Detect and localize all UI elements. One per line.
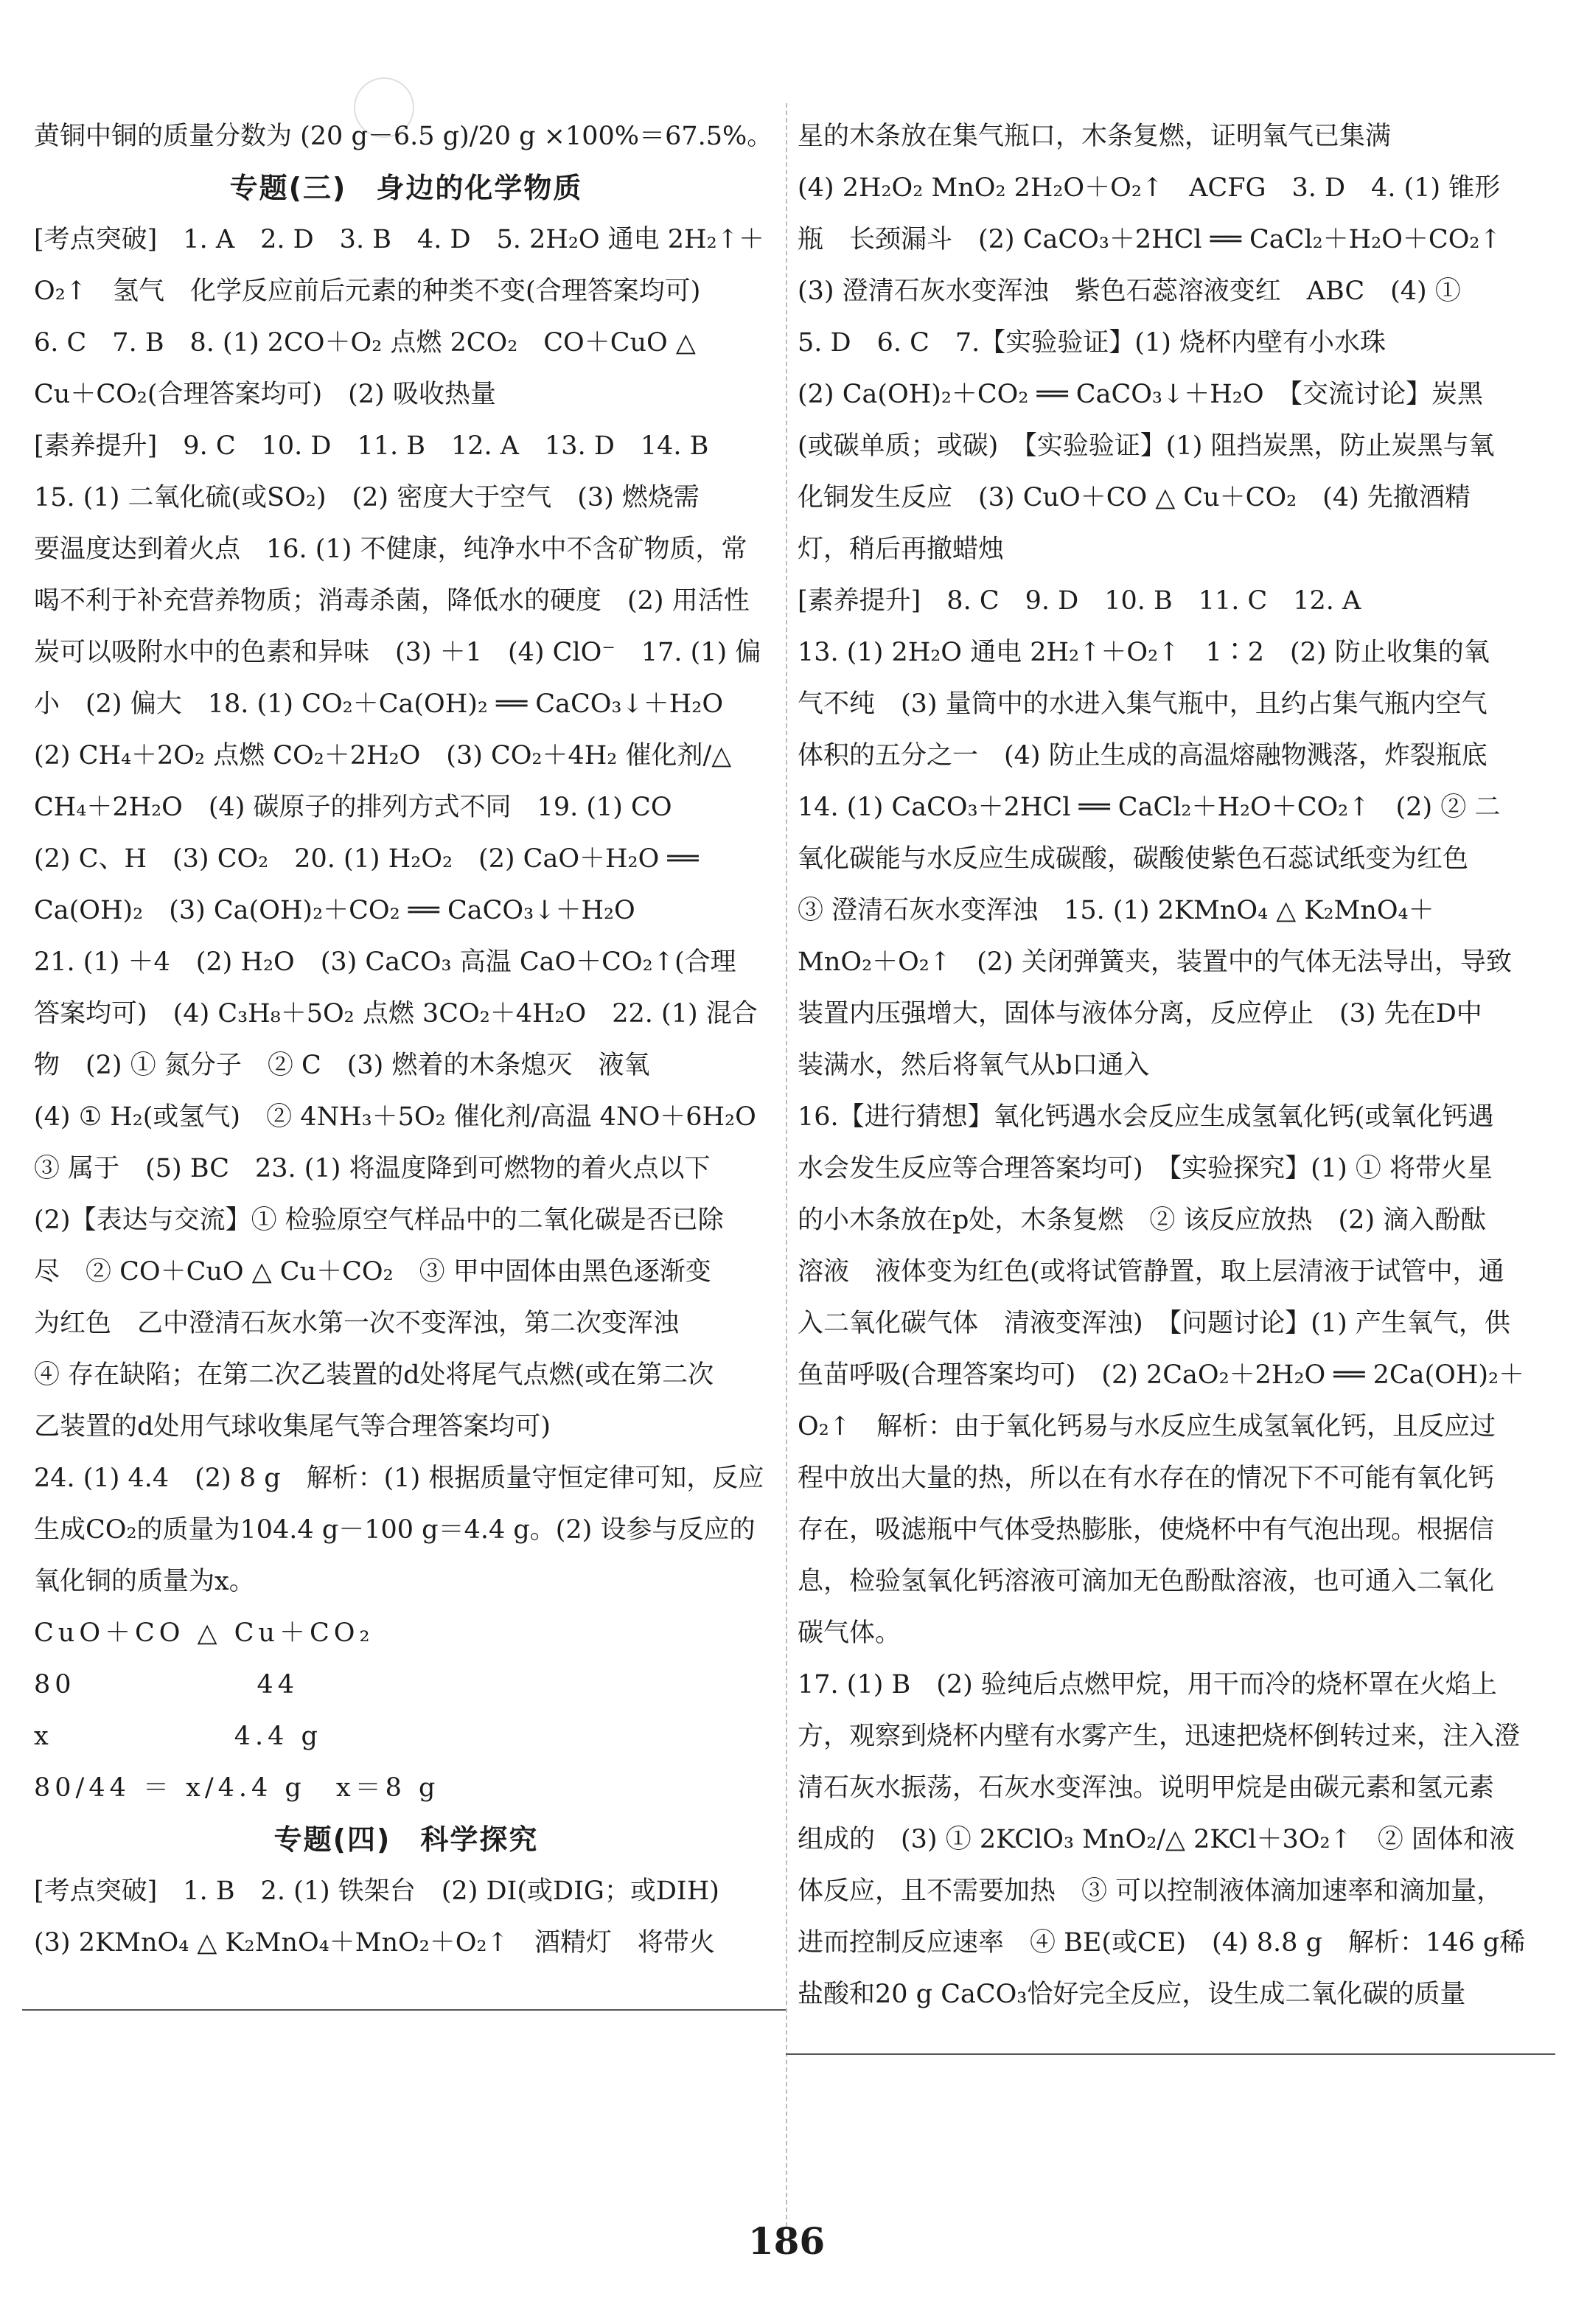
column-divider	[786, 103, 787, 2227]
text-line: 体积的五分之一 (4) 防止生成的高温熔融物溅落，炸裂瓶底	[798, 741, 1487, 770]
text-line: (4) 2H₂O₂ MnO₂ 2H₂O＋O₂↑ ACFG 3. D 4. (1) 锥形	[798, 173, 1501, 203]
text-line: (2) CH₄＋2O₂ 点燃 CO₂＋2H₂O (3) CO₂＋4H₂ 催化剂/△	[34, 741, 732, 770]
text-line: 答案均可) (4) C₃H₈＋5O₂ 点燃 3CO₂＋4H₂O 22. (1) 混合	[34, 999, 758, 1029]
text-line: (2)【表达与交流】① 检验原空气样品中的二氧化碳是否已除	[34, 1206, 724, 1235]
text-line: (2) Ca(OH)₂＋CO₂ ══ CaCO₃↓＋H₂O 【交流讨论】炭黑	[798, 380, 1484, 409]
text-line: 程中放出大量的热，所以在有水存在的情况下不可能有氧化钙	[798, 1464, 1495, 1493]
text-line: 16.【进行猜想】氧化钙遇水会反应生成氢氧化钙(或氧化钙遇	[798, 1102, 1494, 1132]
text-line: 为红色 乙中澄清石灰水第一次不变浑浊，第二次变浑浊	[34, 1309, 680, 1338]
right-column	[798, 111, 1542, 2020]
text-line: 进而控制反应速率 ④ BE(或CE) (4) 8.8 g 解析：146 g稀	[798, 1928, 1526, 1958]
text-line: 14. (1) CaCO₃＋2HCl ══ CaCl₂＋H₂O＋CO₂↑ (2) ② 二	[798, 793, 1501, 822]
text-line: Ca(OH)₂ (3) Ca(OH)₂＋CO₂ ══ CaCO₃↓＋H₂O	[34, 896, 635, 925]
text-line: 黄铜中铜的质量分数为 (20 g－6.5 g)/20 g ×100%＝67.5%。	[34, 122, 773, 151]
text-line: 氧化铜的质量为x。	[34, 1567, 255, 1596]
text-line: 小 (2) 偏大 18. (1) CO₂＋Ca(OH)₂ ══ CaCO₃↓＋H₂O	[34, 689, 724, 719]
text-line: 瓶 长颈漏斗 (2) CaCO₃＋2HCl ══ CaCl₂＋H₂O＋CO₂↑	[798, 225, 1502, 254]
text-line: 碳气体。	[798, 1618, 901, 1648]
text-line: 喝不利于补充营养物质；消毒杀菌，降低水的硬度 (2) 用活性	[34, 586, 750, 616]
text-line: 星的木条放在集气瓶口，木条复燃，证明氧气已集满	[798, 122, 1392, 151]
text-line: ④ 存在缺陷；在第二次乙装置的d处将尾气点燃(或在第二次	[34, 1360, 714, 1390]
formula-line: 80 44	[34, 1670, 299, 1699]
section-heading: 专题(四) 科学探究	[273, 1823, 539, 1856]
text-line: 氧化碳能与水反应生成碳酸，碳酸使紫色石蕊试纸变为红色	[798, 844, 1469, 874]
text-line: 清石灰水振荡，石灰水变浑浊。说明甲烷是由碳元素和氢元素	[798, 1773, 1495, 1803]
text-line: 17. (1) B (2) 验纯后点燃甲烷，用干而冷的烧杯罩在火焰上	[798, 1670, 1497, 1699]
text-line: 乙装置的d处用气球收集尾气等合理答案均可)	[34, 1412, 551, 1441]
section-rule	[22, 2009, 786, 2011]
text-line: 炭可以吸附水中的色素和异味 (3) ＋1 (4) ClO⁻ 17. (1) 偏	[34, 638, 761, 667]
text-line: ③ 澄清石灰水变浑浊 15. (1) 2KMnO₄ △ K₂MnO₄＋	[798, 896, 1434, 925]
text-line: (3) 澄清石灰水变浑浊 紫色石蕊溶液变红 ABC (4) ①	[798, 276, 1461, 306]
section-rule	[786, 2053, 1555, 2055]
formula-line: 80/44 ＝ x/4.4 g x＝8 g	[34, 1773, 440, 1803]
text-line: 的小木条放在p处，木条复燃 ② 该反应放热 (2) 滴入酚酞	[798, 1206, 1487, 1235]
text-line: [素养提升] 8. C 9. D 10. B 11. C 12. A	[798, 586, 1361, 616]
formula-line: CuO＋CO △ Cu＋CO₂	[34, 1618, 374, 1648]
text-line: 溶液 液体变为红色(或将试管静置，取上层清液于试管中，通	[798, 1257, 1504, 1287]
text-line: CH₄＋2H₂O (4) 碳原子的排列方式不同 19. (1) CO	[34, 793, 672, 822]
text-line: (或碳单质；或碳) 【实验验证】(1) 阻挡炭黑，防止炭黑与氧	[798, 431, 1495, 461]
text-line: Cu＋CO₂(合理答案均可) (2) 吸收热量	[34, 380, 496, 409]
text-line: 6. C 7. B 8. (1) 2CO＋O₂ 点燃 2CO₂ CO＋CuO △	[34, 328, 696, 358]
text-line: 水会发生反应等合理答案均可) 【实验探究】(1) ① 将带火星	[798, 1154, 1493, 1183]
text-line: 方，观察到烧杯内壁有水雾产生，迅速把烧杯倒转过来，注入澄	[798, 1722, 1521, 1751]
text-line: 5. D 6. C 7.【实验验证】(1) 烧杯内壁有小水珠	[798, 328, 1386, 358]
text-line: O₂↑ 氢气 化学反应前后元素的种类不变(合理答案均可)	[34, 276, 701, 306]
text-line: 尽 ② CO＋CuO △ Cu＋CO₂ ③ 甲中固体由黑色逐渐变	[34, 1257, 711, 1287]
text-line: [素养提升] 9. C 10. D 11. B 12. A 13. D 14. B	[34, 431, 709, 461]
text-line: 装满水，然后将氧气从b口通入	[798, 1051, 1150, 1080]
text-line: O₂↑ 解析：由于氧化钙易与水反应生成氢氧化钙，且反应过	[798, 1412, 1496, 1441]
section-heading: 专题(三) 身边的化学物质	[229, 172, 583, 204]
text-line: 入二氧化碳气体 清液变浑浊) 【问题讨论】(1) 产生氧气，供	[798, 1309, 1510, 1338]
text-line: 13. (1) 2H₂O 通电 2H₂↑＋O₂↑ 1∶2 (2) 防止收集的氧	[798, 638, 1490, 667]
page-number: 186	[747, 2219, 826, 2263]
text-line: 15. (1) 二氧化硫(或SO₂) (2) 密度大于空气 (3) 燃烧需	[34, 483, 700, 512]
text-line: (2) C、H (3) CO₂ 20. (1) H₂O₂ (2) CaO＋H₂O ══	[34, 844, 699, 874]
text-line: [考点突破] 1. B 2. (1) 铁架台 (2) DI(或DIG；或DIH)	[34, 1876, 719, 1906]
formula-line: x 4.4 g	[34, 1722, 322, 1751]
text-line: 体反应，且不需要加热 ③ 可以控制液体滴加速率和滴加量，	[798, 1876, 1503, 1906]
text-line: 24. (1) 4.4 (2) 8 g 解析：(1) 根据质量守恒定律可知，反应	[34, 1464, 764, 1493]
text-line: 息，检验氢氧化钙溶液可滴加无色酚酞溶液，也可通入二氧化	[798, 1567, 1495, 1596]
text-line: 物 (2) ① 氮分子 ② C (3) 燃着的木条熄灭 液氧	[34, 1051, 650, 1080]
text-line: 鱼苗呼吸(合理答案均可) (2) 2CaO₂＋2H₂O ══ 2Ca(OH)₂＋	[798, 1360, 1525, 1390]
text-line: 装置内压强增大，固体与液体分离，反应停止 (3) 先在D中	[798, 999, 1482, 1029]
text-line: 盐酸和20 g CaCO₃恰好完全反应，设生成二氧化碳的质量	[798, 1980, 1466, 2009]
text-line: 21. (1) ＋4 (2) H₂O (3) CaCO₃ 高温 CaO＋CO₂↑(合理	[34, 947, 736, 977]
text-line: (4) ① H₂(或氢气) ② 4NH₃＋5O₂ 催化剂/高温 4NO＋6H₂O	[34, 1102, 756, 1132]
text-line: 要温度达到着火点 16. (1) 不健康，纯净水中不含矿物质，常	[34, 535, 747, 564]
text-line: 生成CO₂的质量为104.4 g－100 g＝4.4 g。(2) 设参与反应的	[34, 1515, 756, 1545]
text-line: 存在，吸滤瓶中气体受热膨胀，使烧杯中有气泡出现。根据信	[798, 1515, 1495, 1545]
text-line: 组成的 (3) ① 2KClO₃ MnO₂/△ 2KCl＋3O₂↑ ② 固体和液	[798, 1825, 1515, 1854]
text-line: 灯，稍后再撤蜡烛	[798, 535, 1005, 564]
text-line: (3) 2KMnO₄ △ K₂MnO₄＋MnO₂＋O₂↑ 酒精灯 将带火	[34, 1928, 715, 1958]
text-line: ③ 属于 (5) BC 23. (1) 将温度降到可燃物的着火点以下	[34, 1154, 711, 1183]
left-column	[34, 111, 778, 1969]
text-line: 化铜发生反应 (3) CuO＋CO △ Cu＋CO₂ (4) 先撤酒精	[798, 483, 1471, 512]
text-line: 气不纯 (3) 量筒中的水进入集气瓶中，且约占集气瓶内空气	[798, 689, 1487, 719]
text-line: [考点突破] 1. A 2. D 3. B 4. D 5. 2H₂O 通电 2H₂↑＋	[34, 225, 764, 254]
text-line: MnO₂＋O₂↑ (2) 关闭弹簧夹，装置中的气体无法导出，导致	[798, 947, 1512, 977]
